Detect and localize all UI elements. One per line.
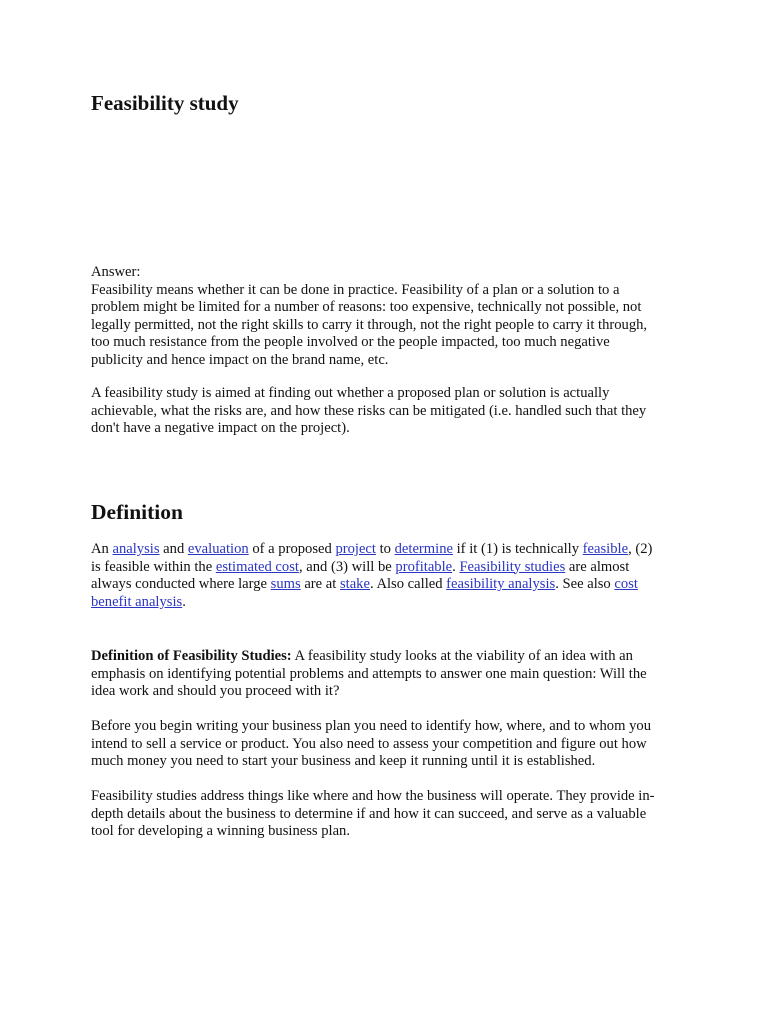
studies-line: Definition of Feasibility Studies: A feasibility study looks at the viability of an idea with an — [91, 648, 633, 664]
answer-block — [91, 264, 691, 370]
link-feasible[interactable]: feasible — [582, 541, 629, 557]
link-project[interactable]: project — [335, 541, 376, 557]
intro-line: legally permitted, not the right skills to carry it through, not the right people to carry it through, — [91, 316, 648, 333]
definition-heading: Definition — [91, 500, 183, 524]
aim-paragraph — [91, 385, 691, 438]
studies-paragraph — [91, 648, 691, 701]
link-sums[interactable]: sums — [270, 576, 301, 593]
link-profitable[interactable]: profitable — [395, 558, 453, 575]
link-estimated-cost[interactable]: estimated cost — [215, 558, 299, 575]
page-title: Feasibility study — [91, 91, 239, 115]
link-evaluation[interactable]: evaluation — [187, 541, 249, 557]
definition-line: always conducted where large sums are at stake. Also called feasibility analysis. See also cost — [91, 576, 638, 593]
studies-line: idea work and should you proceed with it? — [91, 683, 340, 700]
intro-line: problem might be limited for a number of reasons: too expensive, technically not possible, not — [91, 299, 642, 316]
intro-line: too much resistance from the people involved or the people impacted, too much negative — [91, 334, 610, 351]
address-line: depth details about the business to determine if and how it can succeed, and serve as a valuable — [91, 805, 647, 822]
definition-line: is feasible within the estimated cost, and (3) will be profitable. Feasibility studies are almost — [91, 558, 630, 575]
address-line: tool for developing a winning business plan. — [91, 823, 351, 840]
studies-bold-label: Definition of Feasibility Studies: — [91, 648, 292, 664]
link-cost-benefit-analysis-cont[interactable]: benefit analysis — [91, 593, 183, 610]
business-plan-line: Before you begin writing your business plan you need to identify how, where, and to whom you — [91, 718, 651, 734]
link-feasibility-studies[interactable]: Feasibility studies — [459, 558, 566, 575]
definition-line: An analysis and evaluation of a proposed project to determine if it (1) is technically feasible, (2) — [91, 541, 653, 557]
aim-line: don't have a negative impact on the project). — [91, 420, 350, 437]
definition-line: benefit analysis. — [91, 593, 186, 610]
studies-line: emphasis on identifying potential problems and attempts to answer one main question: Will the — [91, 665, 647, 682]
address-paragraph — [91, 788, 691, 841]
link-determine[interactable]: determine — [394, 541, 453, 557]
answer-label: Answer: — [91, 264, 141, 280]
aim-line: achievable, what the risks are, and how these risks can be mitigated (i.e. handled such that they — [91, 402, 647, 419]
business-plan-paragraph — [91, 718, 691, 771]
link-cost-benefit-analysis[interactable]: cost — [614, 576, 638, 593]
definition-paragraph — [91, 541, 691, 611]
link-stake[interactable]: stake — [339, 576, 370, 593]
link-feasibility-analysis[interactable]: feasibility analysis — [446, 576, 556, 593]
address-line: Feasibility studies address things like where and how the business will operate. They provide in- — [91, 788, 655, 804]
link-analysis[interactable]: analysis — [112, 541, 160, 557]
intro-line: publicity and hence impact on the brand name, etc. — [91, 351, 389, 368]
intro-line: Feasibility means whether it can be done in practice. Feasibility of a plan or a solution to a — [91, 281, 620, 298]
business-plan-line: intend to sell a service or product. You also need to assess your competition and figure out how — [91, 735, 647, 752]
business-plan-line: much money you need to start your business and keep it running until it is established. — [91, 753, 596, 770]
aim-line: A feasibility study is aimed at finding out whether a proposed plan or solution is actually — [91, 385, 610, 401]
